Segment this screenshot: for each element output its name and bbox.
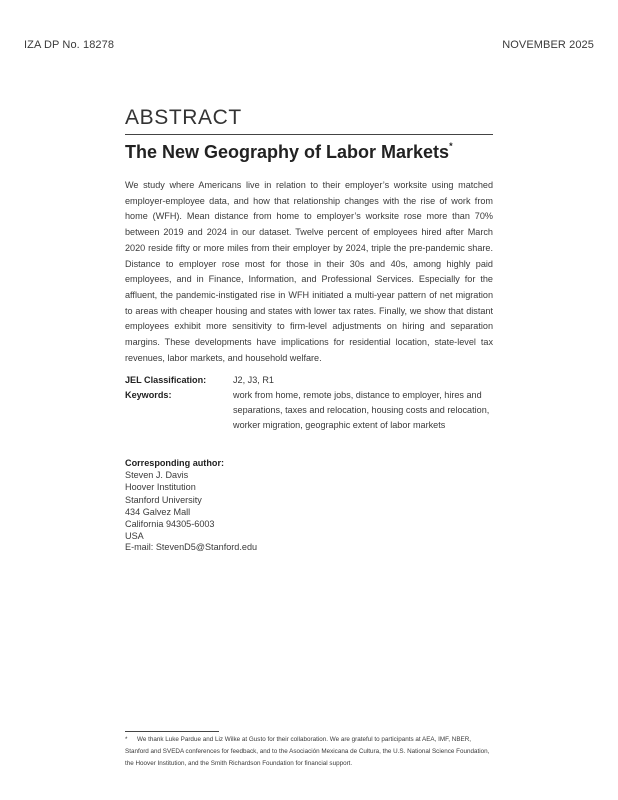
paper-title — [125, 142, 453, 163]
author-street: 434 Galvez Mall — [125, 506, 191, 517]
corresponding-author-label: Corresponding author: — [125, 458, 225, 468]
footnote-divider — [125, 731, 219, 732]
author-university: Stanford University — [125, 494, 202, 505]
keywords-value: work from home, remote jobs, distance to employer, hires and separations, taxes and relocation, housing costs and relocation, worker migration, geographic extent of labor markets — [233, 390, 490, 430]
footnote-text: We thank Luke Pardue and Liz Wilke at Gusto for their collaboration. We are grateful to participants at AEA, IMF, NBER, Stanford and SVEDA conferences for feedback, and to the Asociación Mexicana de Cultura, the U.S. National Science Foundation, the Hoover Institution, and the Smith Richardson Foundation for financial support. — [125, 736, 490, 767]
jel-value: J2, J3, R1 — [233, 375, 274, 385]
corresponding-author — [125, 457, 224, 542]
author-city: California 94305-6003 — [125, 519, 215, 530]
author-name: Steven J. Davis — [125, 470, 189, 481]
keywords-label: Keywords: — [125, 390, 172, 400]
paper-title-text: The New Geography of Labor Markets — [125, 142, 450, 162]
jel-label: JEL Classification: — [125, 375, 207, 385]
footnote — [125, 734, 495, 770]
footnote-mark: * — [125, 736, 128, 743]
heading-divider — [125, 134, 493, 135]
abstract-heading: ABSTRACT — [125, 106, 242, 129]
abstract-body: We study where Americans live in relation to their employer’s worksite using matched employer-employee data, and how that relationship changes with the rise of work from home (WFH). Mean distance from home to employer’s worksite rose more than 70% between 2019 and 2024 in our dataset. Twelve percent of employees hired after March 2020 reside fifty or more miles from their employer by 2024, triple the pre-pandemic share. Distance to employer rose most for those in their 30s and 40s, among highly paid employees, and in Finance, Information, and Professional Services. Especially for the affluent, the pandemic-instigated rise in WFH initiated a multi-year pattern of net migration to areas with cheaper housing and states with lower tax rates. Finally, we show that distant employees exhibit more sensitivity to firm-level adjustments on hiring and separation margins. These developments have implications for residential location, state-level tax revenues, labor markets, and household welfare. — [125, 180, 493, 363]
publication-date: NOVEMBER 2025 — [502, 39, 594, 51]
author-email: E-mail: StevenD5@Stanford.edu — [125, 542, 258, 552]
title-footnote-mark: * — [449, 141, 453, 151]
jel-classification — [125, 373, 495, 389]
author-country: USA — [125, 531, 144, 542]
keywords — [125, 388, 495, 438]
paper-number: IZA DP No. 18278 — [24, 39, 115, 51]
author-institution: Hoover Institution — [125, 482, 196, 493]
